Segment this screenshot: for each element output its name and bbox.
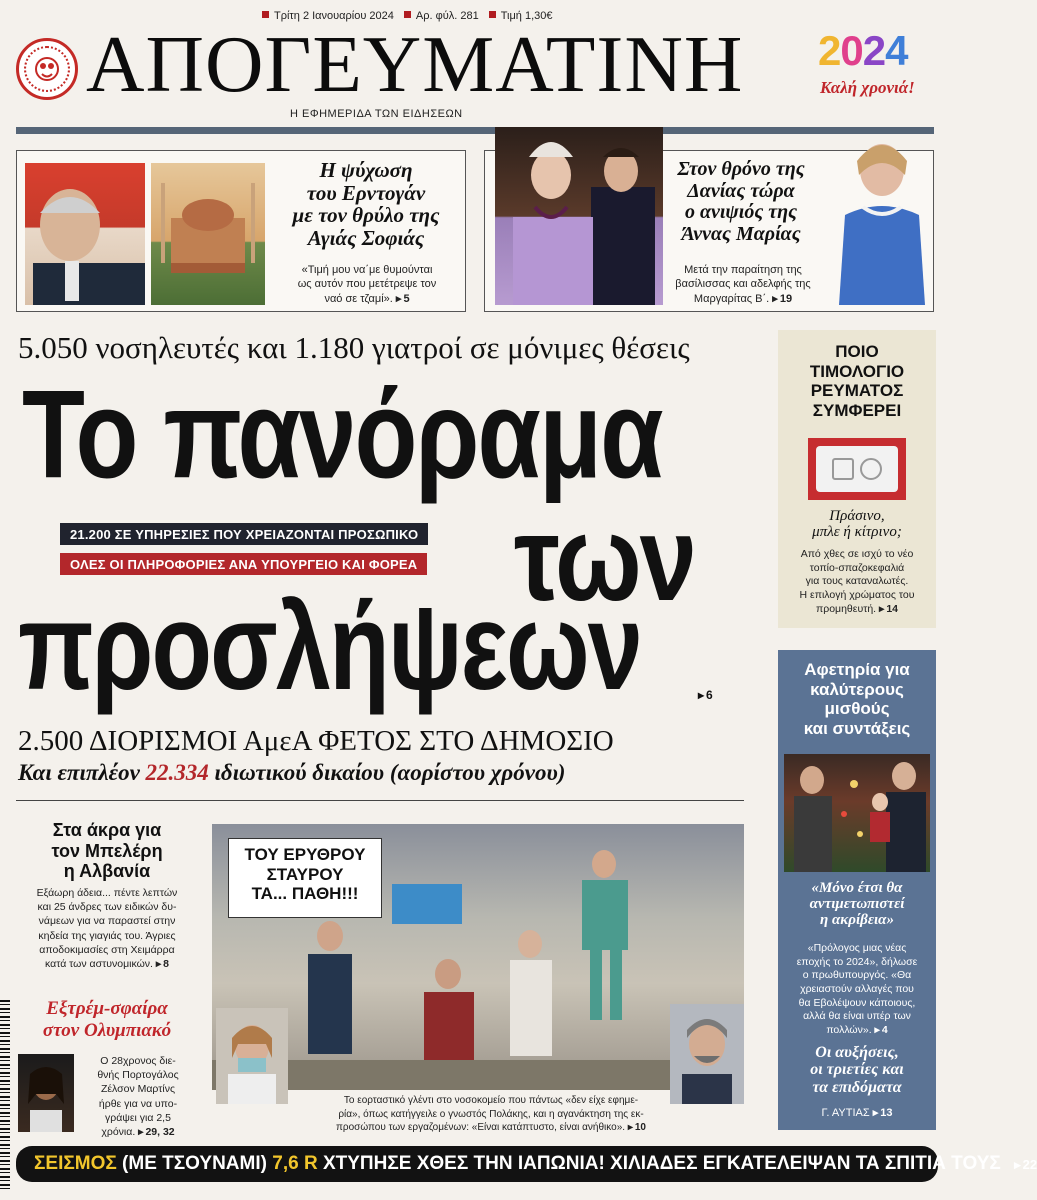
erdogan-headline [271,159,461,250]
red-cross-callout [228,838,382,918]
olympiacos-title [16,998,198,1042]
year-digit: 0 [840,27,863,74]
lead-headline-line1: Το πανόραμα [22,364,662,505]
year-digit: 4 [885,27,908,74]
red-cross-caption [316,1094,666,1135]
subhead-text: Και επιπλέον [18,760,146,785]
body-line: Ο 28χρονος διε- [100,1055,176,1067]
page-ref: ▸ 5 [396,293,410,305]
electricity-body [782,548,932,616]
ticker-lead: ΣΕΙΣΜΟΣ [34,1153,117,1174]
caption-line: ρία», όπως κατήγγειλε ο γνωστός Πολάκης, και η αγανάκτηση της εκ- [338,1108,644,1120]
title-line: τον Μπελέρη [51,840,163,861]
price-text: Τιμή 1,30€ [500,10,553,22]
ticker-text: (ΜΕ ΤΣΟΥΝΑΜΙ) [116,1153,273,1174]
year-digit: 2 [818,27,841,74]
quote-line: αντιμετωπιστεί [809,896,905,913]
subhead-line: Οι αυξήσεις, [815,1044,899,1061]
salaries-body [782,942,932,1037]
subhead-line: μπλε ή κίτρινο; [812,524,902,541]
year-digit: 2 [862,27,886,74]
body-line: θνής Πορτογάλος [97,1069,179,1082]
polakis-photo [670,1004,744,1104]
body-line: προμηθευτή. [815,602,877,615]
body-line: και 25 άνδρες των ειδικών δυ- [37,901,177,914]
headline-line: ο ανιψιός της [684,201,798,224]
power-socket-icon [808,438,906,500]
anna-maria-photo [835,115,929,305]
callout-line: ΤΑ... ΠΑΘΗ!!! [251,884,359,904]
lead-subhead: 2.500 ΔΙΟΡΙΣΜΟΙ ΑμεΑ ΦΕΤΟΣ ΣΤΟ ΔΗΜΟΣΙΟ [18,725,614,757]
electricity-subhead [778,508,936,540]
headline-line: Στον θρόνο της [677,158,805,180]
section-divider [16,800,744,801]
page-ref: ▸ 13 [873,1107,893,1119]
denmark-headline [661,159,821,245]
title-line: ΠΟΙΟ [835,342,879,361]
title-line: Εξτρέμ-σφαίρα [46,998,168,1019]
byline-text: Γ. ΑΥΤΙΑΣ [821,1107,870,1119]
newspaper-tagline: Η ΕΦΗΜΕΡΙΔΑ ΤΩΝ ΕΙΔΗΣΕΩΝ [290,108,463,120]
subhead-line: Πράσινο, [829,508,885,524]
title-line: Αφετηρία για [804,660,910,679]
albania-story[interactable] [16,820,198,971]
summary-line: ναό σε τζαμί». [324,292,393,305]
lead-headline-line3: προσλήψεων [18,578,642,716]
lead-headline-line2: των [514,490,695,626]
title-line: καλύτερους [810,679,904,699]
barcode-icon [0,1000,10,1190]
body-line: ήρθε για να υπο- [98,1097,178,1110]
headline-line: του Ερντογάν [306,180,426,205]
salaries-byline [778,1106,936,1120]
page-ref: ▸ 4 [875,1024,888,1036]
body-line: ο πρωθυπουργός. «Θα [802,969,912,982]
denmark-summary [663,263,823,306]
callout-line: ΤΟΥ ΕΡΥΘΡΟΥ [244,845,366,864]
summary-line: Μαργαρίτας Β΄. [693,292,770,305]
new-year-greeting: Καλή χρονιά! [820,78,915,97]
body-line: τοπίο-σπαζοκεφαλιά [809,561,905,574]
albania-title [16,820,198,882]
salaries-title [778,650,936,738]
hagia-sophia-photo [151,163,265,305]
page-ref: ▸ 22 [1014,1157,1037,1172]
denmark-story[interactable] [484,150,934,312]
summary-line: βασίλισσας και αδελφής της [675,278,811,291]
headline-line: Αγιάς Σοφιάς [307,226,425,251]
title-line: μισθούς [824,699,890,719]
earthquake-ticker[interactable] [16,1146,1037,1182]
ticker-magnitude: 7,6 R [272,1153,318,1174]
page-ref: ▸ 29, 32 [138,1126,174,1138]
albania-body [16,886,198,971]
royals-photo [495,127,663,305]
lead-kicker: 5.050 νοσηλευτές και 1.180 γιατροί σε μόνιμες θέσεις [18,330,690,365]
erdogan-photo [25,163,145,305]
salaries-box[interactable] [778,650,936,1130]
summary-line: ως αυτόν που μετέτρεψε τον [297,278,437,291]
red-cross-story[interactable] [212,824,744,1134]
erdogan-summary [273,263,461,306]
body-line: «Πρόλογος μιας νέας [807,942,907,954]
subhead-number: 22.334 [145,760,209,785]
ticker-text: ΧΤΥΠΗΣΕ ΧΘΕΣ ΤΗΝ ΙΑΠΩΝΙΑ! ΧΙΛΙΑΔΕΣ ΕΓΚΑΤΕΛΕΙΨΑΝ ΤΑ ΣΠΙΤΙΑ ΤΟΥΣ [317,1153,1001,1174]
lead-page-ref: ▸ 6 [698,688,713,702]
headline-line: Η ψύχωση [319,158,413,182]
title-line: ΡΕΥΜΑΤΟΣ [810,381,904,401]
headline-line: Άννας Μαρίας [681,222,801,245]
title-line: η Αλβανία [63,861,151,882]
body-line: Ζέλσον Μαρτίνς [100,1083,176,1096]
body-line: αλλά θα είναι υπέρ των [803,1010,911,1023]
body-line: αποδοκιμασίες στη Χειμάρρα [39,943,175,956]
body-line: νάμεων για να παραστεί στην [38,915,176,928]
callout-line: ΣΤΑΥΡΟΥ [266,864,344,884]
masthead-rule [16,127,934,134]
lead-subhead-italic [18,760,565,786]
salaries-quote [778,880,936,929]
page-ref: ▸ 19 [772,293,792,305]
electricity-tariff-box[interactable] [778,330,936,628]
headline-line: με τον θρύλο της [292,203,440,228]
body-line: Εξάωρη άδεια... πέντε λεπτών [36,887,178,900]
summary-line: Μετά την παραίτηση της [684,264,802,276]
olympiacos-story[interactable] [16,998,198,1138]
prime-minister-family-photo [784,754,930,872]
body-line: θα Εβολέψουν κάποιους, [798,996,916,1009]
headline-line: Δανίας τώρα [687,179,795,202]
owl-seal-icon [16,38,78,100]
footballer-photo [18,1054,74,1132]
electricity-title [778,330,936,420]
body-line: γράψει για 2,5 [105,1111,171,1124]
subhead-line: τα επιδόματα [812,1078,902,1096]
issue-text: Αρ. φύλ. 281 [415,10,479,22]
salaries-subhead [778,1044,936,1096]
body-line: χρόνια. [101,1125,136,1138]
summary-line: «Τιμή μου να΄με θυμούνται [301,264,433,276]
worker-representative-photo [216,1008,288,1104]
year-logo [818,27,908,74]
quote-line: η ακρίβεια» [820,912,894,929]
title-line: ΤΙΜΟΛΟΓΙΟ [809,361,905,381]
erdogan-story[interactable] [16,150,466,312]
body-line: χρειαστούν αλλαγές που [800,982,914,995]
caption-line: προσώπου των εργαζομένων: «Είναι κατάπτυστο, είναι ανήθικο». [336,1122,626,1133]
newspaper-title: ΑΠΟΓΕΥΜΑΤΙΝΗ [86,19,744,109]
lead-strap-dark: 21.200 ΣΕ ΥΠΗΡΕΣΙΕΣ ΠΟΥ ΧΡΕΙΑΖΟΝΤΑΙ ΠΡΟΣΩΠΙΚΟ [60,523,428,545]
caption-line: Το εορταστικό γλέντι στο νοσοκομείο που πάντως «δεν είχε εφημε- [343,1095,639,1106]
quote-line: «Μόνο έτσι θα [811,880,903,896]
title-line: Στα άκρα για [52,820,162,840]
date-text: Τρίτη 2 Ιανουαρίου 2024 [274,10,394,22]
lead-strap-red: ΟΛΕΣ ΟΙ ΠΛΗΡΟΦΟΡΙΕΣ ΑΝΑ ΥΠΟΥΡΓΕΙΟ ΚΑΙ ΦΟΡΕΑ [60,553,427,575]
title-line: ΣΥΜΦΕΡΕΙ [812,400,902,420]
olympiacos-body [78,1054,198,1139]
page-ref: ▸ 8 [156,958,169,970]
title-line: και συντάξεις [803,718,911,738]
body-line: Από χθες σε ισχύ το νέο [800,548,914,560]
body-line: πολλών». [826,1023,872,1036]
title-line: στον Ολυμπιακό [42,1019,172,1041]
body-line: κηδεία της γιαγιάς του. Άγριες [38,929,176,942]
body-line: κατά των αστυνομικών. [45,957,153,970]
subhead-line: οι τριετίες και [810,1061,904,1079]
body-line: Η επιλογή χρώματος του [799,588,915,601]
page-ref: ▸ 14 [879,603,898,615]
page-ref: ▸ 10 [628,1122,646,1133]
body-line: εποχής το 2024», δήλωσε [796,955,918,968]
subhead-text: ιδιωτικού δικαίου (αορίστου χρόνου) [208,760,566,785]
body-line: για τους καταναλωτές. [805,575,909,588]
